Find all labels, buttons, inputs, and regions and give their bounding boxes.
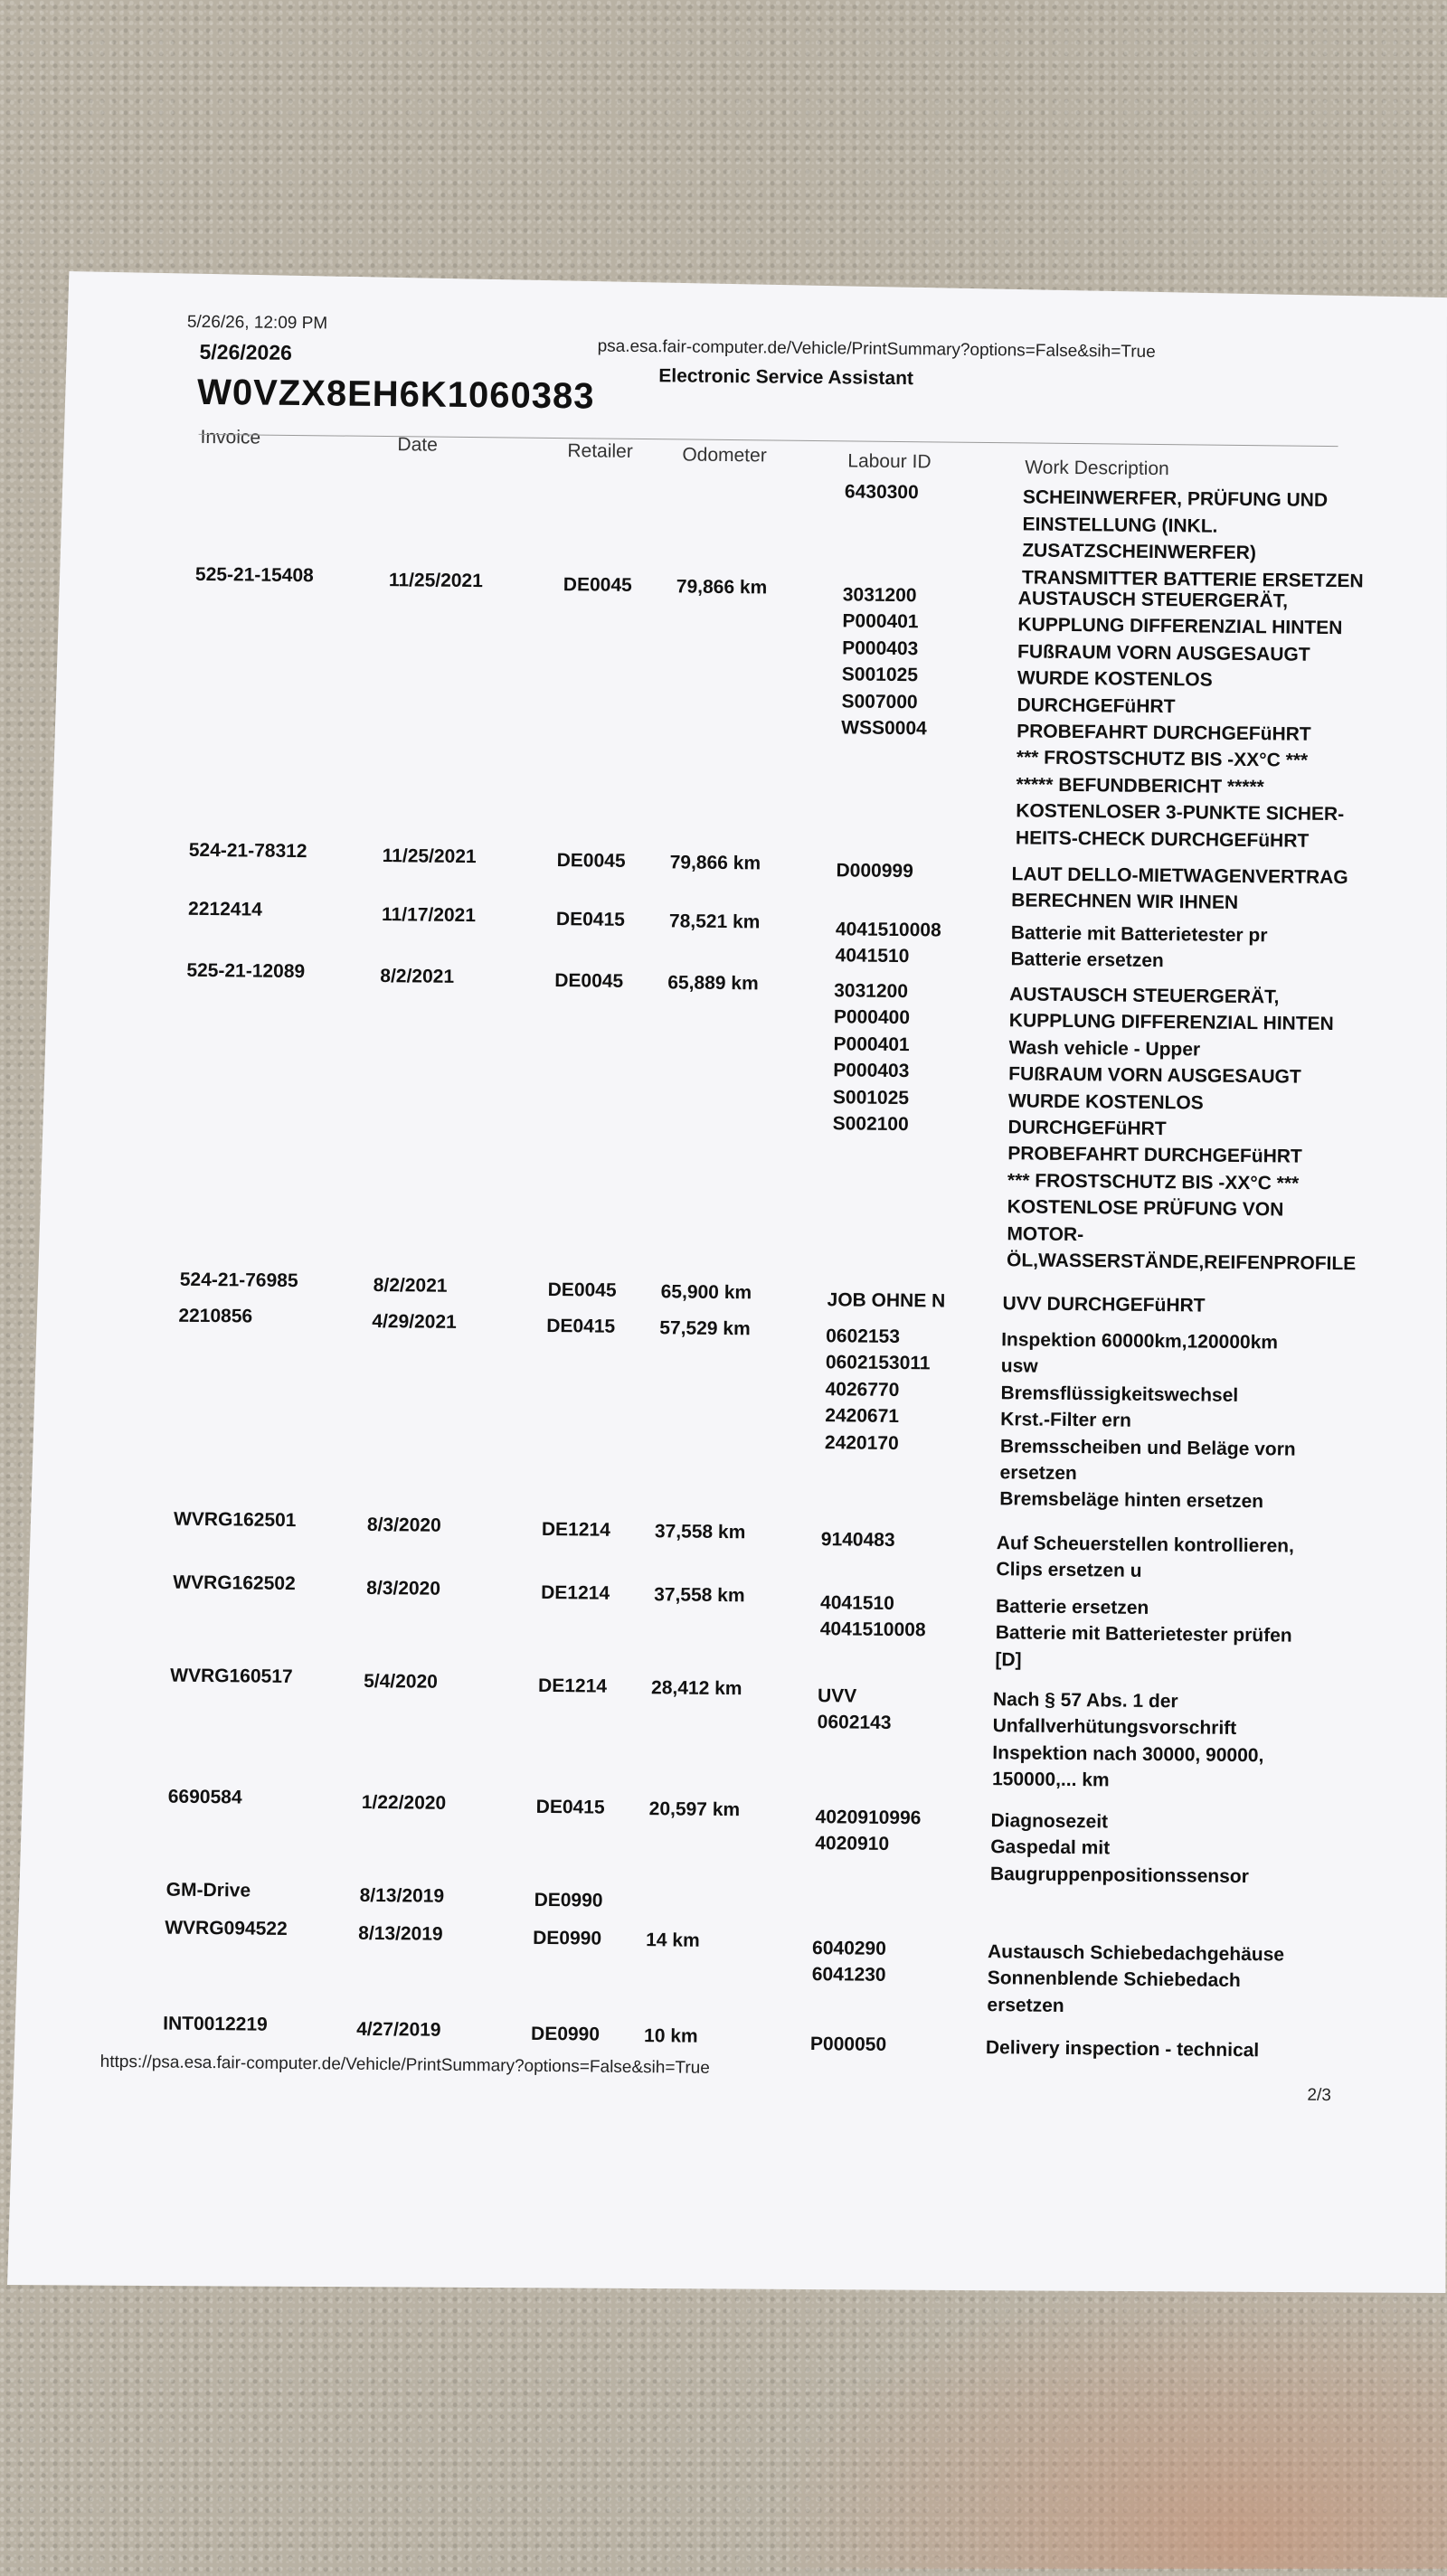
work-description-line: AUSTAUSCH STEUERGERÄT, [1009, 984, 1280, 1008]
labour-id: 6040290 [811, 1938, 886, 1959]
invoice-number: WVRG094522 [165, 1917, 288, 1939]
work-description-line: usw [1000, 1355, 1038, 1378]
vin-number: W0VZX8EH6K1060383 [196, 372, 595, 417]
work-description-line: ÖL,WASSERSTÄNDE,REIFENPROFILE [1006, 1250, 1357, 1275]
retailer-code: DE0045 [563, 574, 632, 596]
work-description-line: MOTOR- [1007, 1222, 1084, 1245]
invoice-number: 525-21-15408 [194, 563, 314, 587]
invoice-number: 525-21-12089 [186, 959, 306, 983]
odometer-reading: 14 km [646, 1930, 700, 1951]
odometer-reading: 57,529 km [659, 1317, 751, 1340]
service-date: 8/2/2021 [373, 1274, 448, 1297]
service-date: 8/3/2020 [366, 1514, 441, 1536]
labour-id-list [820, 1590, 926, 1644]
labour-id: P000403 [842, 637, 919, 660]
work-description-line: Wash vehicle - Upper [1008, 1037, 1201, 1061]
invoice-number: INT0012219 [163, 2013, 268, 2035]
labour-id-list [818, 1683, 892, 1737]
work-description-line: Batterie ersetzen [1010, 948, 1164, 972]
labour-id: 0602153 [826, 1326, 901, 1348]
work-description-line: Baugruppenpositionssensor [989, 1863, 1249, 1887]
labour-id: S002100 [832, 1113, 909, 1136]
labour-id: 4020910996 [815, 1807, 922, 1829]
top-entry-labour: 6430300 [844, 481, 919, 504]
labour-id-list [841, 581, 928, 741]
work-description-list [1016, 585, 1347, 854]
labour-id-list [825, 1323, 931, 1457]
labour-id: 0602143 [817, 1712, 892, 1734]
odometer-reading: 78,521 km [668, 911, 761, 933]
labour-id: 4026770 [825, 1378, 900, 1401]
work-description-line: ***** BEFUNDBERICHT ***** [1016, 774, 1264, 798]
labour-id-list [810, 2031, 886, 2058]
odometer-reading: 65,900 km [660, 1281, 752, 1304]
work-description-list [995, 1593, 1292, 1676]
work-description-line: KOSTENLOSER 3-PUNKTE SICHER- [1016, 800, 1345, 826]
work-description-line: Unfallverhütungsvorschrift [992, 1715, 1237, 1740]
col-header-invoice: Invoice [200, 426, 261, 448]
invoice-number: WVRG162502 [173, 1571, 296, 1595]
work-description-line: Bremsbeläge hinten ersetzen [999, 1488, 1264, 1513]
work-description-line: WURDE KOSTENLOS [1007, 1090, 1204, 1114]
top-entry-work: SCHEINWERFER, PRÜFUNG UND EINSTELLUNG (INKL. ZUSATZSCHEINWERFER) TRANSMITTER BATTERIE ERSETZEN [1021, 486, 1364, 591]
work-description-line: LAUT DELLO-MIETWAGENVERTRAG [1011, 863, 1348, 889]
labour-id: 3031200 [842, 584, 917, 607]
work-description-line: Bremsscheiben und Beläge vorn [999, 1435, 1296, 1460]
labour-id: 4041510008 [819, 1618, 926, 1641]
print-datetime: 5/26/26, 12:09 PM [186, 312, 328, 334]
service-date: 4/27/2019 [356, 2018, 441, 2041]
service-date: 11/17/2021 [381, 904, 477, 927]
odometer-reading: 10 km [643, 2025, 698, 2047]
labour-id-list [836, 857, 913, 884]
work-description-line: Delivery inspection - technical [985, 2037, 1260, 2062]
work-description-line: PROBEFAHRT DURCHGEFüHRT [1017, 721, 1311, 745]
labour-id: 6041230 [811, 1964, 886, 1986]
work-description-line: Nach § 57 Abs. 1 der [992, 1689, 1178, 1713]
work-description-line: Austausch Schiebedachgehäuse [987, 1941, 1285, 1966]
labour-id-list [827, 1287, 945, 1315]
col-header-retailer: Retailer [567, 440, 633, 462]
labour-id: 4041510 [835, 945, 910, 967]
retailer-code: DE0990 [530, 2023, 601, 2045]
service-date: 11/25/2021 [382, 845, 477, 868]
work-description-line: BERECHNEN WIR IHNEN [1011, 890, 1239, 914]
work-description-line: Auf Scheuerstellen kontrollieren, [996, 1533, 1295, 1557]
retailer-code: DE1214 [538, 1675, 608, 1697]
labour-id: 9140483 [820, 1529, 895, 1552]
footer-page-number: 2/3 [1307, 2085, 1331, 2106]
labour-id-list [835, 916, 941, 970]
labour-id: 4041510 [819, 1592, 894, 1614]
work-description-list [990, 1807, 1250, 1890]
retailer-code: DE0415 [555, 909, 626, 930]
work-description-list [1011, 861, 1348, 918]
work-description-line: [D] [995, 1648, 1022, 1671]
service-date: 4/29/2021 [372, 1310, 457, 1333]
app-title: Electronic Service Assistant [658, 365, 914, 390]
work-description-list [999, 1326, 1297, 1515]
labour-id-list [815, 1804, 921, 1858]
work-description-line: ersetzen [987, 1994, 1064, 2016]
work-description-line: Batterie mit Batterietester pr [1010, 922, 1268, 947]
retailer-code: DE0415 [546, 1315, 616, 1337]
retailer-code: DE0045 [556, 850, 626, 872]
work-description-line: Sonnenblende Schiebedach [987, 1967, 1241, 1992]
work-description-list [1002, 1290, 1205, 1319]
labour-id: P000401 [833, 1033, 910, 1055]
retailer-code: DE1214 [541, 1518, 610, 1541]
labour-id: P000050 [809, 2033, 887, 2055]
work-description-line: 150000,... km [991, 1769, 1110, 1791]
footer-url: https://psa.esa.fair-computer.de/Vehicle/PrintSummary?options=False&sih=True [99, 2052, 710, 2078]
labour-id: S001025 [841, 664, 919, 686]
labour-id: 3031200 [834, 980, 909, 1003]
retailer-code: DE1214 [541, 1581, 610, 1604]
invoice-number: 2210856 [178, 1305, 253, 1327]
odometer-reading: 65,889 km [667, 972, 759, 995]
col-header-odometer: Odometer [682, 444, 767, 467]
work-description-line: PROBEFAHRT DURCHGEFüHRT [1007, 1143, 1302, 1168]
invoice-number: WVRG160517 [170, 1665, 293, 1688]
work-description-list [1007, 981, 1359, 1277]
labour-id: S001025 [832, 1086, 910, 1109]
service-date: 8/3/2020 [366, 1577, 441, 1599]
work-description-line: DURCHGEFüHRT [1007, 1117, 1167, 1140]
work-description-line: *** FROSTSCHUTZ BIS -XX°C *** [1016, 747, 1309, 772]
labour-id: 2420671 [825, 1405, 900, 1428]
labour-id-list [832, 977, 910, 1137]
labour-id: 2420170 [824, 1431, 899, 1454]
work-description-line: Bremsflüssigkeitswechsel [1000, 1382, 1239, 1406]
labour-id: P000401 [842, 610, 919, 633]
service-date: 5/4/2020 [364, 1670, 439, 1693]
work-description-line: DURCHGEFüHRT [1017, 694, 1176, 717]
labour-id-list [812, 1935, 886, 1989]
service-date: 1/22/2020 [361, 1791, 447, 1814]
invoice-number: 524-21-76985 [179, 1269, 298, 1292]
labour-id: 4020910 [815, 1833, 890, 1855]
labour-id: D000999 [836, 860, 913, 882]
service-date: 8/13/2019 [359, 1884, 445, 1907]
odometer-reading: 37,558 km [654, 1584, 745, 1607]
work-description-line: Batterie ersetzen [995, 1596, 1149, 1618]
header-divider [199, 434, 1338, 447]
labour-id: UVV [817, 1685, 857, 1707]
invoice-number: 6690584 [167, 1786, 242, 1808]
work-description-line: WURDE KOSTENLOS [1017, 667, 1213, 691]
labour-id: S007000 [841, 690, 918, 712]
invoice-number: WVRG162501 [173, 1508, 297, 1532]
labour-id: 0602153011 [825, 1352, 931, 1374]
work-description-line: *** FROSTSCHUTZ BIS -XX°C *** [1007, 1170, 1300, 1194]
retailer-code: DE0990 [534, 1889, 603, 1911]
odometer-reading: 28,412 km [650, 1677, 742, 1700]
work-description-line: HEITS-CHECK DURCHGEFüHRT [1015, 827, 1310, 852]
work-description-line: Gaspedal mit [990, 1836, 1111, 1859]
work-description-list [987, 1939, 1284, 2022]
work-description-line: KOSTENLOSE PRÜFUNG VON [1007, 1196, 1284, 1221]
work-description-list [1010, 920, 1267, 976]
work-description-line: Clips ersetzen u [996, 1559, 1142, 1582]
retailer-code: DE0990 [533, 1927, 602, 1949]
retailer-code: DE0045 [547, 1279, 617, 1301]
labour-id: JOB OHNE N [827, 1289, 946, 1312]
col-header-date: Date [397, 434, 438, 456]
work-description-line: FUßRAUM VORN AUSGESAUGT [1017, 641, 1310, 665]
work-description-line: Inspektion nach 30000, 90000, [992, 1741, 1264, 1767]
odometer-reading: 37,558 km [654, 1521, 746, 1543]
service-date: 8/13/2019 [358, 1922, 443, 1945]
work-description-line: Krst.-Filter ern [1000, 1409, 1132, 1431]
service-date: 8/2/2021 [380, 966, 455, 987]
invoice-number: 2212414 [187, 898, 262, 920]
work-description-line: Inspektion 60000km,120000km [1001, 1329, 1279, 1354]
work-description-line: Batterie mit Batterietester prüfen [995, 1622, 1292, 1647]
odometer-reading: 20,597 km [648, 1798, 741, 1821]
labour-id: 4041510008 [835, 919, 941, 941]
work-description-line: FUßRAUM VORN AUSGESAUGT [1008, 1063, 1301, 1088]
work-description-list [986, 2034, 1260, 2064]
print-url: psa.esa.fair-computer.de/Vehicle/PrintSummary?options=False&sih=True [597, 336, 1156, 362]
col-header-work-description: Work Description [1025, 457, 1169, 480]
service-date: 11/25/2021 [388, 570, 483, 592]
work-description-line: KUPPLUNG DIFFERENZIAL HINTEN [1008, 1010, 1334, 1035]
work-description-line: KUPPLUNG DIFFERENZIAL HINTEN [1017, 614, 1343, 639]
odometer-reading: 79,866 km [669, 852, 761, 874]
print-date: 5/26/2026 [199, 339, 293, 364]
labour-id: WSS0004 [841, 717, 927, 740]
labour-id: P000403 [833, 1060, 910, 1082]
retailer-code: DE0415 [535, 1796, 605, 1818]
odometer-reading: 79,866 km [676, 576, 768, 599]
invoice-number: 524-21-78312 [188, 839, 307, 863]
work-description-line: UVV DURCHGEFüHRT [1002, 1293, 1206, 1316]
work-description-line: AUSTAUSCH STEUERGERÄT, [1017, 588, 1289, 612]
work-description-list [992, 1686, 1264, 1796]
labour-id-list [821, 1526, 895, 1553]
work-description-line: Diagnosezeit [990, 1810, 1109, 1833]
invoice-number: GM-Drive [166, 1879, 251, 1901]
work-description-list [996, 1530, 1294, 1586]
work-description-line: ersetzen [999, 1462, 1077, 1485]
col-header-labour-id: Labour ID [847, 450, 932, 473]
labour-id: P000400 [833, 1006, 911, 1029]
retailer-code: DE0045 [554, 970, 624, 992]
